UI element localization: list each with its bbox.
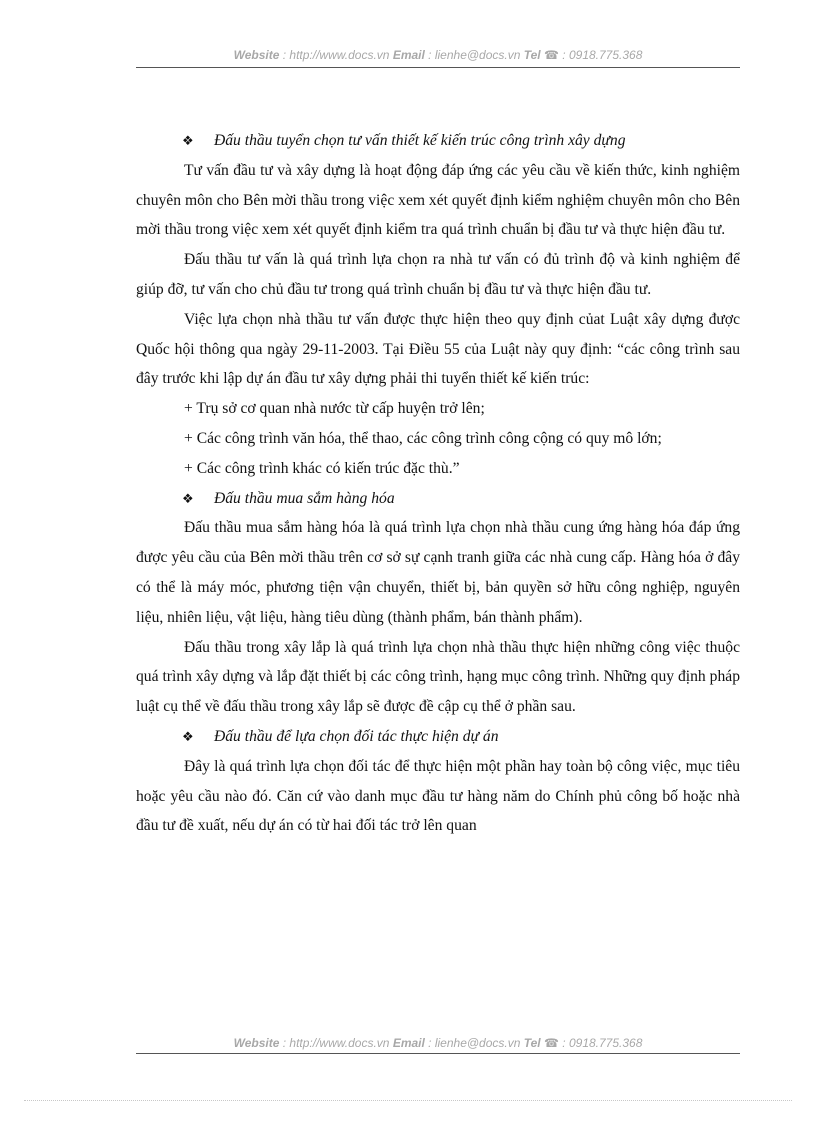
- tel-value: : 0918.775.368: [562, 1036, 643, 1050]
- tel-label: Tel: [523, 48, 541, 62]
- section-heading-goods: [136, 484, 740, 514]
- paragraph: Việc lựa chọn nhà thầu tư vấn được thực hiện theo quy định củat Luật xây dựng được Quốc hội thông qua ngày 29-11-2003. Tại Điều 55 của Luật này quy định: “các công trình sau đây trước khi lập dự án đầu tư xây dựng phải thi tuyển thiết kế kiến trúc:: [136, 310, 740, 388]
- diamond-bullet-icon: ❖: [182, 728, 194, 744]
- website-value: : http://www.docs.vn: [282, 48, 390, 62]
- list-item: + Các công trình văn hóa, thể thao, các công trình công cộng có quy mô lớn;: [184, 429, 662, 447]
- heading-text: Đấu thầu mua sắm hàng hóa: [214, 489, 395, 507]
- tel-label: Tel: [523, 1036, 541, 1050]
- footer-divider: [136, 1053, 740, 1054]
- paragraph: Đấu thầu tư vấn là quá trình lựa chọn ra nhà tư vấn có đủ trình độ và kinh nghiệm để giúp đỡ, tư vấn cho chủ đầu tư trong quá trình chuẩn bị đầu tư và thực hiện đầu tư.: [136, 251, 740, 298]
- page-header: [136, 48, 740, 62]
- page-break-line: [24, 1100, 792, 1101]
- phone-icon: ☎: [544, 1036, 559, 1050]
- list-item: + Các công trình khác có kiến trúc đặc thù.”: [184, 459, 460, 477]
- paragraph: Tư vấn đầu tư và xây dựng là hoạt động đáp ứng các yêu cầu về kiến thức, kinh nghiệm chuyên môn cho Bên mời thầu trong việc xem xét quyết định kiểm nghiệm chuyên môn cho Bên mời thầu trong việc xem xét quyết định kiểm tra quá trình chuẩn bị đầu tư và thực hiện đầu tư.: [136, 161, 740, 239]
- paragraph: Đấu thầu trong xây lắp là quá trình lựa chọn nhà thầu thực hiện những công việc thuộc quá trình xây dựng và lắp đặt thiết bị các công trình, hạng mục công trình. Những quy định pháp luật cụ thể về đấu thầu trong xây lắp sẽ được đề cập cụ thể ở phần sau.: [136, 638, 740, 716]
- email-value: : lienhe@docs.vn: [428, 1036, 521, 1050]
- page-footer: [136, 1036, 740, 1050]
- diamond-bullet-icon: ❖: [182, 490, 194, 506]
- website-label: Website: [233, 48, 280, 62]
- paragraph: Đấu thầu mua sắm hàng hóa là quá trình lựa chọn nhà thầu cung ứng hàng hóa đáp ứng được yêu cầu của Bên mời thầu trên cơ sở sự cạnh tranh giữa các nhà cung cấp. Hàng hóa ở đây có thể là máy móc, phương tiện vận chuyển, thiết bị, bản quyền sở hữu công nghiệp, nguyên liệu, nhiên liệu, vật liệu, hàng tiêu dùng (thành phẩm, bán thành phẩm).: [136, 519, 740, 626]
- website-value: : http://www.docs.vn: [282, 1036, 390, 1050]
- heading-text: Đấu thầu để lựa chọn đối tác thực hiện dự án: [214, 727, 499, 745]
- email-label: Email: [392, 1036, 425, 1050]
- heading-text: Đấu thầu tuyển chọn tư vấn thiết kế kiến trúc công trình xây dựng: [214, 132, 626, 149]
- header-divider: [136, 67, 740, 68]
- email-label: Email: [392, 48, 425, 62]
- diamond-bullet-icon: ❖: [182, 133, 194, 148]
- paragraph: Đây là quá trình lựa chọn đối tác để thực hiện một phần hay toàn bộ công việc, mục tiêu hoặc yêu cầu nào đó. Căn cứ vào danh mục đầu tư hàng năm do Chính phủ công bố hoặc nhà đầu tư đề xuất, nếu dự án có từ hai đối tác trở lên quan: [136, 757, 740, 835]
- section-heading-partner: [136, 722, 740, 752]
- phone-icon: ☎: [544, 48, 559, 62]
- document-body: [136, 126, 740, 841]
- email-value: : lienhe@docs.vn: [428, 48, 521, 62]
- list-item: + Trụ sở cơ quan nhà nước từ cấp huyện trở lên;: [184, 400, 485, 418]
- section-heading-consulting: [136, 126, 740, 156]
- website-label: Website: [233, 1036, 280, 1050]
- tel-value: : 0918.775.368: [562, 48, 643, 62]
